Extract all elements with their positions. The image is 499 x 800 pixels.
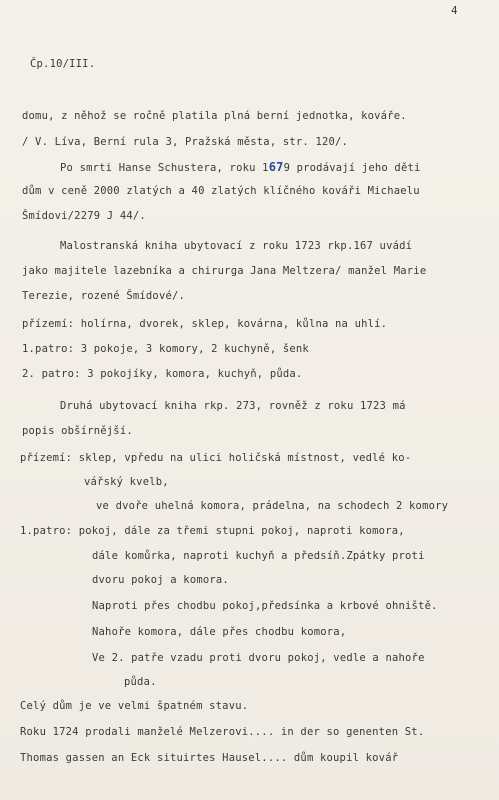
text-fragment: 9 prodávají jeho děti <box>283 162 421 174</box>
text-line: 1.patro: pokoj, dále za třemi stupni pokoj, naproti komora, <box>20 525 405 537</box>
text-line: dům v ceně 2000 zlatých a 40 zlatých klíčného kováři Michaelu <box>22 185 420 197</box>
text-line: Malostranská kniha ubytovací z roku 1723 rkp.167 uvádí <box>60 240 413 252</box>
text-fragment: Po smrti Hanse Schustera, roku 1 <box>60 162 269 174</box>
text-line: Ve 2. patře vzadu proti dvoru pokoj, vedle a nahoře <box>92 652 425 664</box>
text-line: Celý dům je ve velmi špatném stavu. <box>20 700 249 712</box>
text-line: popis obšírnější. <box>22 425 133 437</box>
text-line: Terezie, rozené Šmídové/. <box>22 290 186 302</box>
handwritten-correction: 67 <box>268 160 284 174</box>
text-line: 2. patro: 3 pokojíky, komora, kuchyň, půda. <box>22 368 303 380</box>
text-line: přízemí: holírna, dvorek, sklep, kovárna, kůlna na uhlí. <box>22 318 388 330</box>
text-line: dvoru pokoj a komora. <box>92 574 229 586</box>
text-line <box>60 160 421 174</box>
text-line: / V. Líva, Berní rula 3, Pražská města, str. 120/. <box>22 136 349 148</box>
text-line: jako majitele lazebníka a chirurga Jana Meltzera/ manžel Marie <box>22 265 427 277</box>
text-line: domu, z něhož se ročně platila plná berní jednotka, kováře. <box>22 110 407 122</box>
text-line: Šmídovi/2279 J 44/. <box>22 210 146 222</box>
text-line: půda. <box>124 676 157 688</box>
text-line: 1.patro: 3 pokoje, 3 komory, 2 kuchyně, šenk <box>22 343 309 355</box>
house-header: Čp.10/III. <box>30 58 96 70</box>
text-line: Thomas gassen an Eck situirtes Hausel.... dům koupil kovář <box>20 752 399 764</box>
text-line: ve dvoře uhelná komora, prádelna, na schodech 2 komory <box>96 500 449 512</box>
text-line: Roku 1724 prodali manželé Melzerovi.... in der so genenten St. <box>20 726 425 738</box>
text-line: Nahoře komora, dále přes chodbu komora, <box>92 626 347 638</box>
text-line: Naproti přes chodbu pokoj,předsínka a krbové ohniště. <box>92 600 438 612</box>
text-line: Druhá ubytovací kniha rkp. 273, rovněž z roku 1723 má <box>60 400 406 412</box>
page-number: 4 <box>451 4 458 17</box>
text-line: vářský kvelb, <box>84 476 169 488</box>
text-line: přízemí: sklep, vpředu na ulici holičská místnost, vedlé ko- <box>20 452 412 464</box>
text-line: dále komůrka, naproti kuchyň a předsíň.Zpátky proti <box>92 550 425 562</box>
